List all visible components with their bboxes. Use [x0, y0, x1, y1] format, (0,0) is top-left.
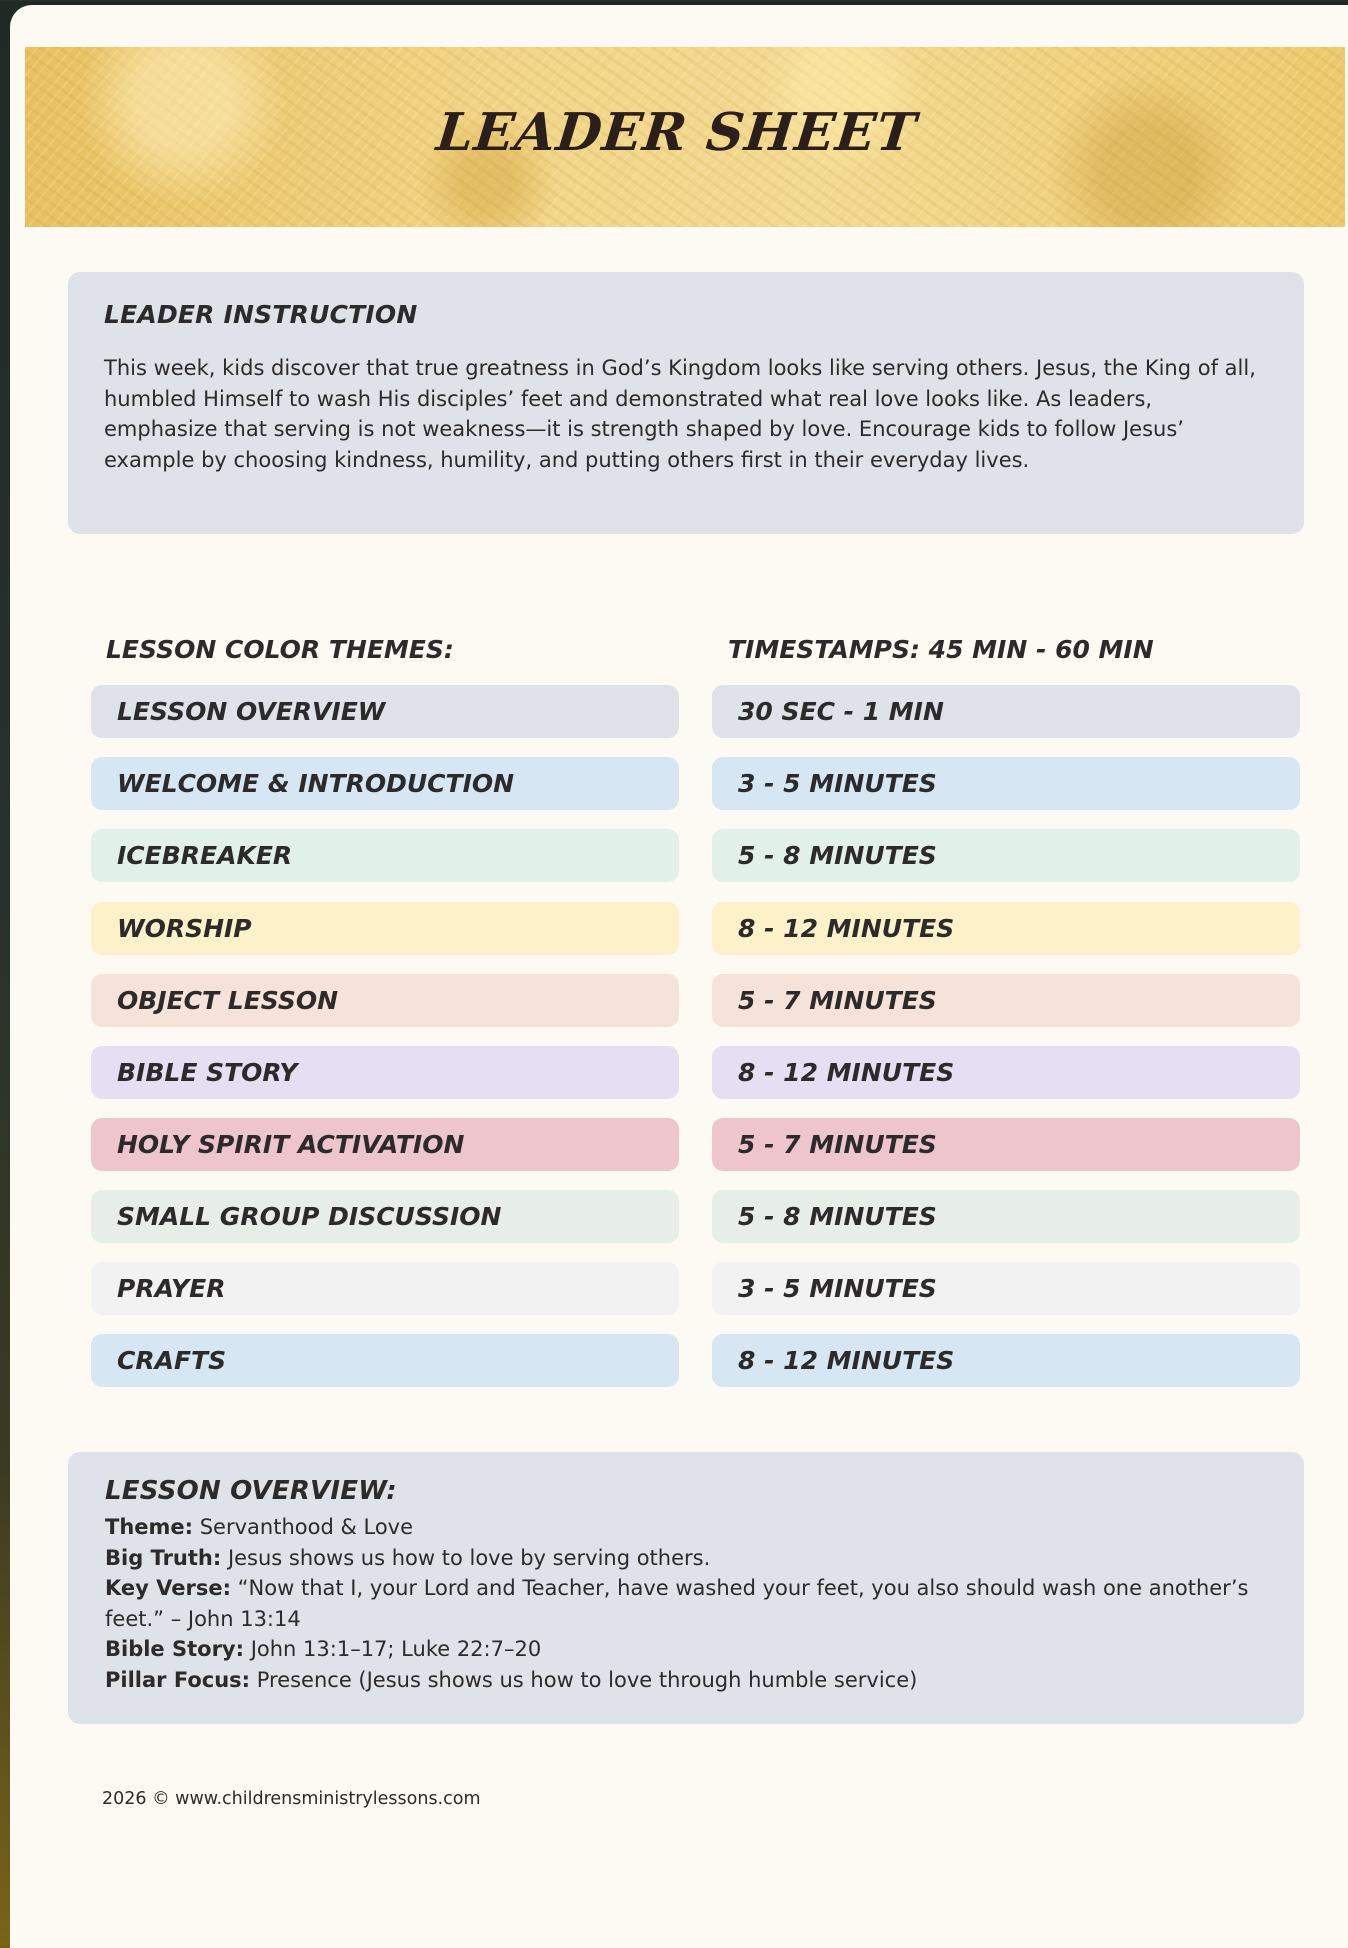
color-themes-header: LESSON COLOR THEMES: [106, 635, 454, 664]
big-truth-value: Jesus shows us how to love by serving others. [221, 1545, 711, 1570]
overview-theme [105, 1512, 1267, 1543]
theme-label-prayer: PRAYER [91, 1262, 679, 1315]
overview-bible-story [105, 1634, 1267, 1665]
key-verse-label: Key Verse: [105, 1576, 231, 1600]
time-holy-spirit: 5 - 7 MINUTES [712, 1118, 1300, 1171]
time-bible-story: 8 - 12 MINUTES [712, 1046, 1300, 1099]
time-object-lesson: 5 - 7 MINUTES [712, 974, 1300, 1027]
theme-label-small-group: SMALL GROUP DISCUSSION [91, 1190, 679, 1243]
header-banner [25, 47, 1345, 227]
overview-heading: LESSON OVERVIEW: [105, 1476, 397, 1506]
pillar-focus-value: Presence (Jesus shows us how to love through humble service) [250, 1667, 918, 1692]
overview-big-truth [105, 1543, 1267, 1574]
page-title: LEADER SHEET [434, 101, 920, 163]
overview-key-verse [105, 1573, 1267, 1634]
theme-label-object-lesson: OBJECT LESSON [91, 974, 679, 1027]
leader-instruction-panel [68, 272, 1304, 534]
theme-value: Servanthood & Love [193, 1515, 414, 1539]
time-crafts: 8 - 12 MINUTES [712, 1334, 1300, 1387]
pillar-focus-label: Pillar Focus: [105, 1667, 251, 1692]
theme-label-welcome: WELCOME & INTRODUCTION [91, 757, 679, 810]
time-icebreaker: 5 - 8 MINUTES [712, 829, 1300, 882]
time-welcome: 3 - 5 MINUTES [712, 757, 1300, 810]
overview-pillar-focus [105, 1665, 1267, 1696]
theme-label-icebreaker: ICEBREAKER [91, 829, 679, 882]
footer-copyright: 2026 © www.childrensministrylessons.com [102, 1789, 481, 1809]
time-worship: 8 - 12 MINUTES [712, 902, 1300, 955]
lesson-overview-panel [68, 1452, 1304, 1724]
time-prayer: 3 - 5 MINUTES [712, 1262, 1300, 1315]
theme-label: Theme: [105, 1515, 194, 1539]
big-truth-label: Big Truth: [105, 1545, 222, 1570]
time-small-group: 5 - 8 MINUTES [712, 1190, 1300, 1243]
instruction-heading: LEADER INSTRUCTION [104, 300, 418, 329]
bible-story-label: Bible Story: [105, 1637, 245, 1661]
theme-label-worship: WORSHIP [91, 902, 679, 955]
overview-lines [105, 1512, 1267, 1695]
time-lesson-overview: 30 SEC - 1 MIN [712, 685, 1300, 738]
theme-label-crafts: CRAFTS [91, 1334, 679, 1387]
instruction-body: This week, kids discover that true greatness in God’s Kingdom looks like serving others. Jesus, the King of all, humbled Himself to wash His disciples’ feet and demonstrated what real love looks like. As leaders, emphasize that serving is not weakness—it is strength shaped by love. Encourage kids to follow Jesus’ example by choosing kindness, humility, and putting others first in their everyday lives. [104, 356, 1256, 472]
theme-label-lesson-overview: LESSON OVERVIEW [91, 685, 679, 738]
key-verse-value: “Now that I, your Lord and Teacher, have washed your feet, you also should wash one another’s feet.” – John 13:14 [105, 1576, 1249, 1631]
timestamps-header: TIMESTAMPS: 45 MIN - 60 MIN [728, 635, 1154, 664]
bible-story-value: John 13:1–17; Luke 22:7–20 [244, 1637, 542, 1661]
theme-label-holy-spirit: HOLY SPIRIT ACTIVATION [91, 1118, 679, 1171]
theme-label-bible-story: BIBLE STORY [91, 1046, 679, 1099]
